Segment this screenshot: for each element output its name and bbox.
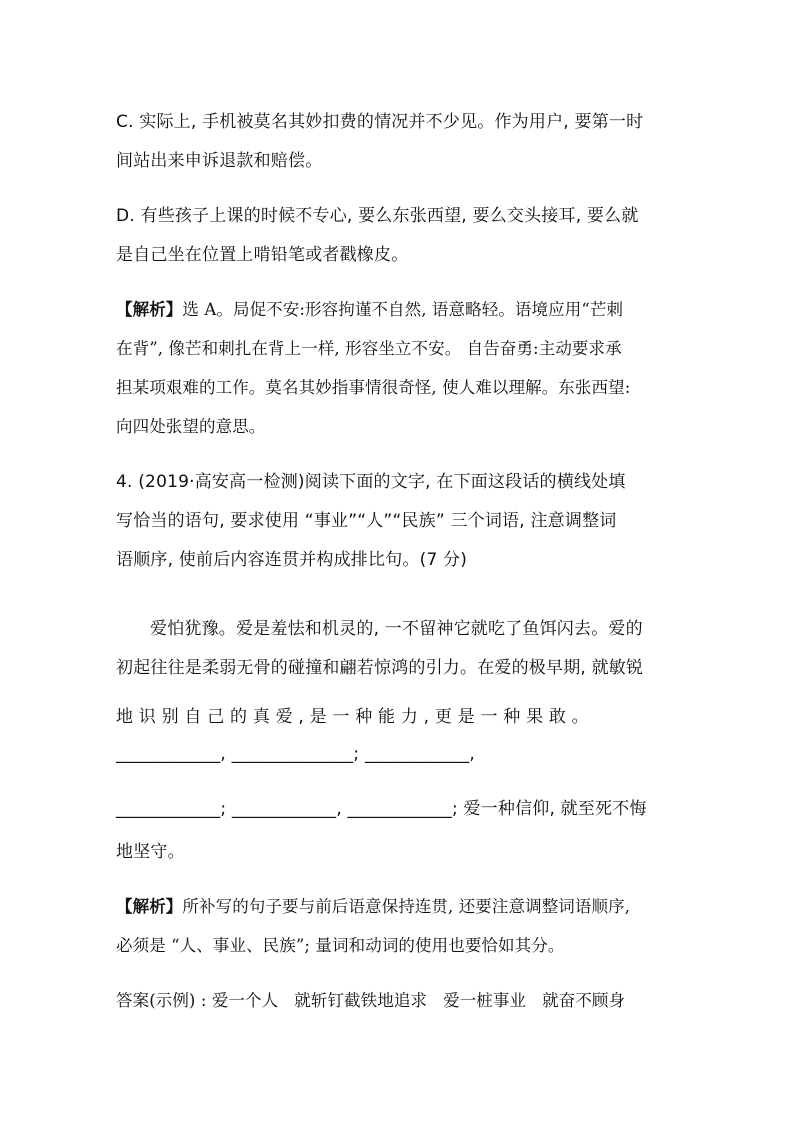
option-d-line-2: 是自己坐在位置上啃铅笔或者戳橡皮。 xyxy=(116,245,409,265)
answer-line: 答案(示例) : 爱一个人 就斩钉截铁地追求 爱一桩事业 就奋不顾身 xyxy=(116,991,626,1010)
analysis-2-line-2: 必须是 “人、事业、民族”; 量词和动词的使用也要恰如其分。 xyxy=(116,936,565,955)
passage-blank-line-1: ____________, ______________; ____________, xyxy=(116,744,475,764)
analysis-1-line-1 xyxy=(116,299,623,321)
passage-line-3: 地 识 别 自 己 的 真 爱 , 是 一 种 能 力 , 更 是 一 种 果 敢 。 xyxy=(116,707,589,727)
analysis-2-line-1 xyxy=(116,896,630,918)
option-c-line-2: 间站出来申诉退款和赔偿。 xyxy=(116,151,323,171)
analysis-1-line-4: 向四处张望的意思。 xyxy=(116,417,266,436)
analysis-1-line-3: 担某项艰难的工作。莫名其妙指事情很奇怪, 使人难以理解。东张西望: xyxy=(116,378,631,397)
passage-line-2: 初起往往是柔弱无骨的碰撞和翩若惊鸿的引力。在爱的极早期, 就敏锐 xyxy=(116,658,644,678)
analysis-1-line-2: 在背”, 像芒和刺扎在背上一样, 形容坐立不安。 自告奋勇:主动要求承 xyxy=(116,339,622,358)
analysis-label: 【解析】 xyxy=(116,897,183,916)
passage-blank-line-2: ____________; ____________, ____________; 爱一种信仰, 就至死不悔 xyxy=(116,799,647,819)
analysis-1-text: 选 A。局促不安:形容拘谨不自然, 语意略轻。语境应用“芒刺 xyxy=(182,300,624,319)
option-c-line-1: C. 实际上, 手机被莫名其妙扣费的情况并不少见。作为用户, 要第一时 xyxy=(116,112,644,132)
passage-line-1: 爱怕犹豫。爱是羞怯和机灵的, 一不留神它就吃了鱼饵闪去。爱的 xyxy=(150,619,643,639)
option-d-line-1: D. 有些孩子上课的时候不专心, 要么东张西望, 要么交头接耳, 要么就 xyxy=(116,206,639,226)
analysis-2-text: 所补写的句子要与前后语意保持连贯, 还要注意调整词语顺序, xyxy=(182,897,631,916)
analysis-label: 【解析】 xyxy=(116,300,183,319)
passage-line-6: 地坚守。 xyxy=(116,842,185,862)
question-4-line-1: 4. (2019·高安高一检测)阅读下面的文字, 在下面这段话的横线处填 xyxy=(116,472,626,492)
question-4-line-3: 语顺序, 使前后内容连贯并构成排比句。(7 分) xyxy=(116,550,468,570)
question-4-line-2: 写恰当的语句, 要求使用 “事业”“人”“民族” 三个词语, 注意调整词 xyxy=(116,511,617,531)
